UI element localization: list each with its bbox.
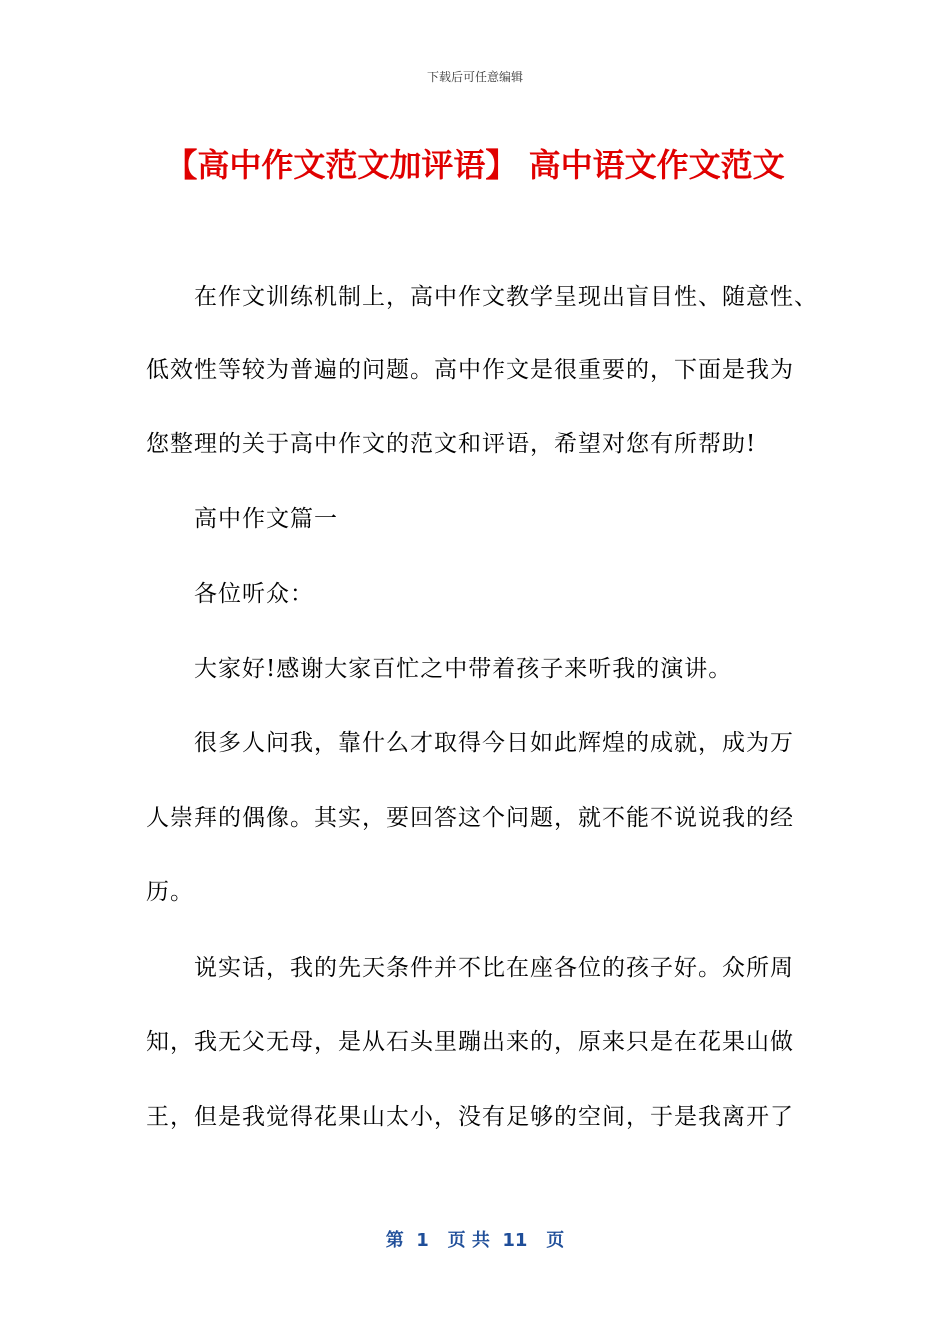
page-footer: 第 1 页 共 11 页 (385, 1230, 565, 1251)
paragraph-line-10: 说实话，我的先天条件并不比在座各位的孩子好。众所周 (194, 955, 794, 981)
paragraph-line-6: 大家好!感谢大家百忙之中带着孩子来听我的演讲。 (194, 656, 733, 682)
paragraph-line-2: 低效性等较为普遍的问题。高中作文是很重要的，下面是我为 (146, 357, 794, 383)
salutation: 各位听众： (194, 581, 314, 607)
document-title: 【高中作文范文加评语】 高中语文作文范文 (165, 146, 785, 184)
section-heading: 高中作文篇一 (194, 506, 338, 532)
paragraph-line-8: 人崇拜的偶像。其实，要回答这个问题，就不能不说说我的经 (146, 805, 794, 831)
paragraph-line-7: 很多人问我，靠什么才取得今日如此辉煌的成就，成为万 (194, 730, 794, 756)
paragraph-line-12: 王，但是我觉得花果山太小，没有足够的空间，于是我离开了 (146, 1104, 794, 1130)
paragraph-line-1: 在作文训练机制上，高中作文教学呈现出盲目性、随意性、 (194, 284, 818, 310)
paragraph-line-3: 您整理的关于高中作文的范文和评语，希望对您有所帮助! (146, 431, 757, 457)
header-note: 下载后可任意编辑 (426, 70, 523, 84)
paragraph-line-9: 历。 (146, 879, 194, 905)
paragraph-line-11: 知，我无父无母，是从石头里蹦出来的，原来只是在花果山做 (146, 1029, 794, 1055)
